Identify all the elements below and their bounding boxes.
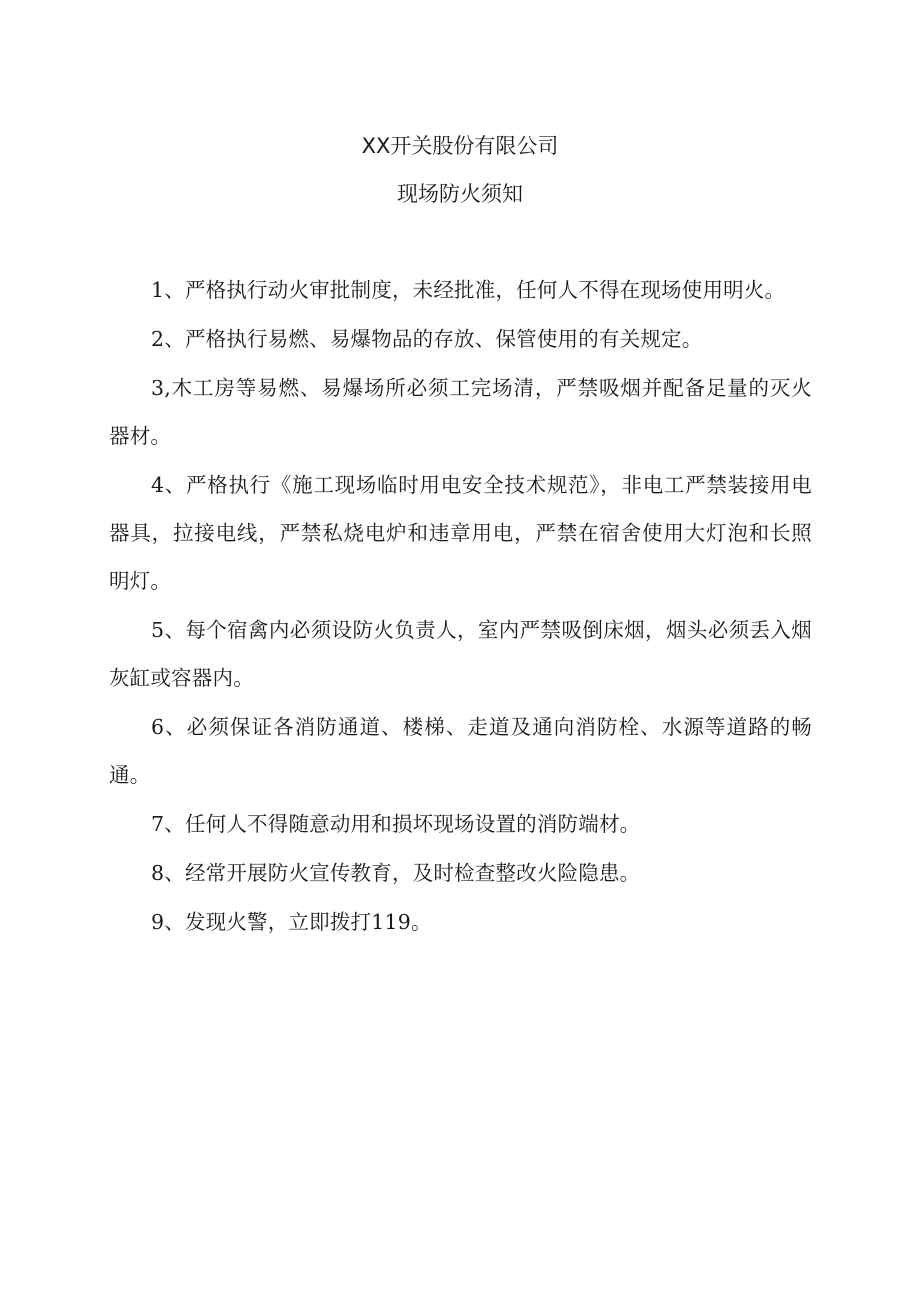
rule-item: 9、发现火警，立即拨打119。 [151,910,432,934]
rule-item: 5、每个宿禽内必须设防火负责人，室内严禁吸倒床烟，烟头必须丢入烟灰缸或容器内。 [109,618,812,690]
rule-item: 4、严格执行《施工现场临时用电安全技术规范》，非电工严禁装接用电器具，拉接电线，严禁私烧电炉和违章用电，严禁在宿舍使用大灯泡和长照明灯。 [109,473,812,593]
fire-safety-rules-list [109,266,812,947]
rule-item: 2、严格执行易燃、易爆物品的存放、保管使用的有关规定。 [151,327,703,351]
rule-item: 8、经常开展防火宣传教育，及时检查整改火险隐患。 [151,861,641,885]
rule-item: 3,木工房等易燃、易爆场所必须工完场清，严禁吸烟并配备足量的灭火器材。 [109,376,812,448]
rule-item: 1、严格执行动火审批制度，未经批准，任何人不得在现场使用明火。 [151,278,786,302]
rule-item: 7、任何人不得随意动用和损坏现场设置的消防端材。 [151,812,641,836]
company-name: XX开关股份有限公司 [361,134,559,158]
rule-item: 6、必须保证各消防通道、楼梯、走道及通向消防栓、水源等道路的畅通。 [109,715,812,787]
document-title: 现场防火须知 [397,182,523,206]
